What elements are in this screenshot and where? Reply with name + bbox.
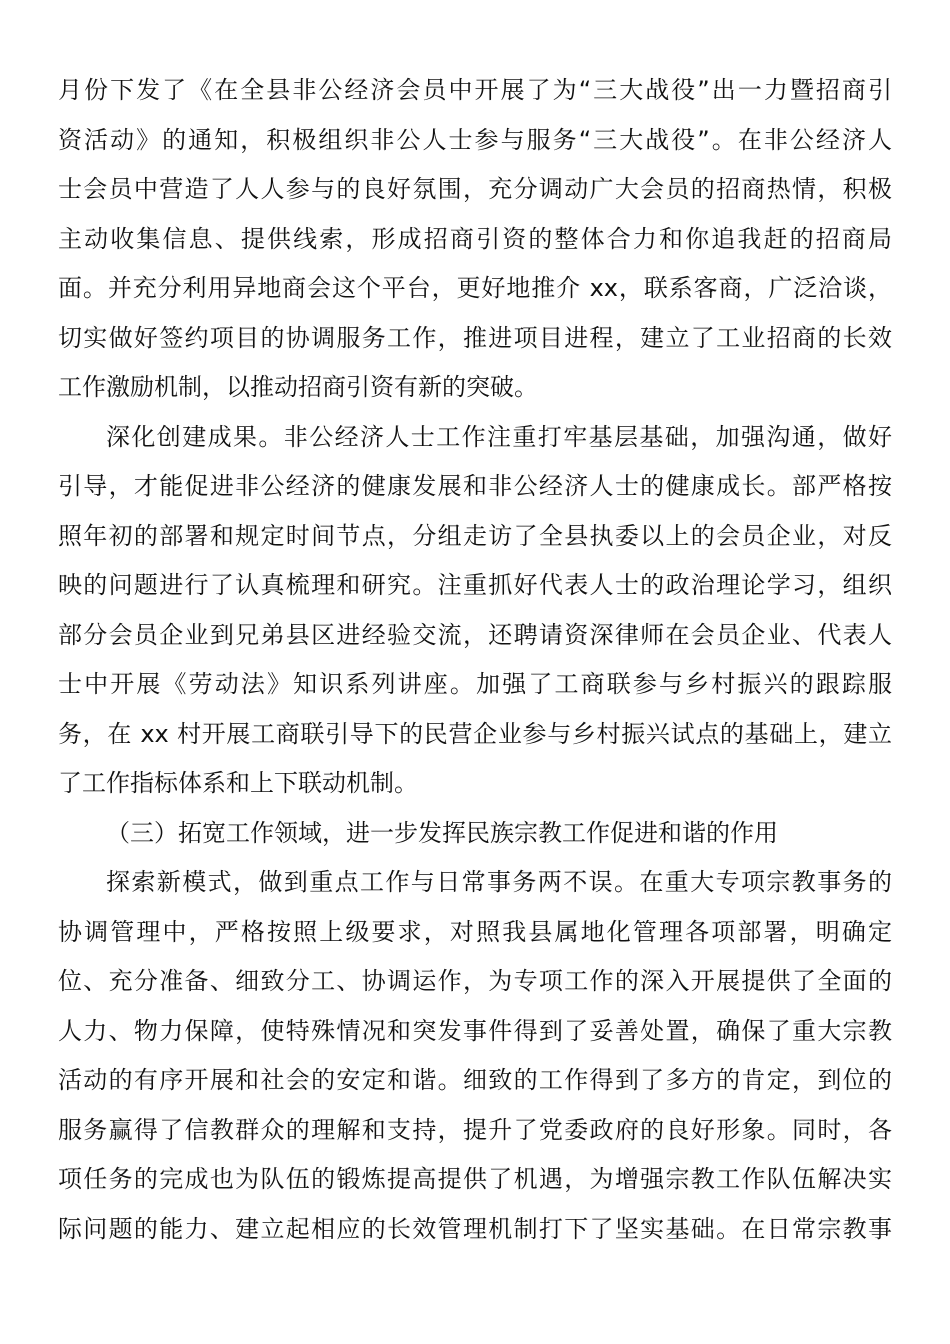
text-line: 士会员中营造了人人参与的良好氛围，充分调动广大会员的招商热情，积极 <box>58 175 892 203</box>
text-line: 月份下发了《在全县非公经济会员中开展了为“三大战役”出一力暨招商引 <box>58 76 892 104</box>
paragraph-deepen-results <box>58 413 892 809</box>
document-body <box>58 66 892 1254</box>
text-line: 了工作指标体系和上下联动机制。 <box>58 769 418 797</box>
section-heading-3 <box>58 809 892 859</box>
text-line: 位、充分准备、细致分工、协调运作，为专项工作的深入开展提供了全面的 <box>58 967 892 995</box>
text-line: 项任务的完成也为队伍的锻炼提高提供了机遇，为增强宗教工作队伍解决实 <box>58 1165 892 1193</box>
text-line: 资活动》的通知，积极组织非公人士参与服务“三大战役”。在非公经济人 <box>58 125 892 154</box>
paragraph-new-model <box>58 858 892 1254</box>
text-line: 服务赢得了信教群众的理解和支持，提升了党委政府的良好形象。同时，各 <box>58 1115 892 1144</box>
text-line: 探索新模式，做到重点工作与日常事务两不误。在重大专项宗教事务的 <box>106 868 892 896</box>
text-line: 切实做好签约项目的协调服务工作，推进项目进程，建立了工业招商的长效 <box>58 323 892 352</box>
text-line: 活动的有序开展和社会的安定和谐。细致的工作得到了多方的肯定，到位的 <box>58 1066 892 1094</box>
text-line: 部分会员企业到兄弟县区进经验交流，还聘请资深律师在会员企业、代表人 <box>58 620 892 649</box>
section-heading-text: （三）拓宽工作领域，进一步发挥民族宗教工作促进和谐的作用 <box>106 818 778 847</box>
text-line: 映的问题进行了认真梳理和研究。注重抓好代表人士的政治理论学习，组织 <box>58 571 892 599</box>
text-line: 照年初的部署和规定时间节点，分组走访了全县执委以上的会员企业，对反 <box>58 521 892 550</box>
text-line: 主动收集信息、提供线索，形成招商引资的整体合力和你追我赶的招商局 <box>58 224 892 253</box>
text-line: 协调管理中，严格按照上级要求，对照我县属地化管理各项部署，明确定 <box>58 917 892 946</box>
text-line: 际问题的能力、建立起相应的长效管理机制打下了坚实基础。在日常宗教事 <box>58 1214 892 1243</box>
text-line: 人力、物力保障，使特殊情况和突发事件得到了妥善处置，确保了重大宗教 <box>58 1016 892 1045</box>
text-line: 面。并充分利用异地商会这个平台，更好地推介 xx，联系客商，广泛洽谈， <box>58 274 892 302</box>
text-line: 士中开展《劳动法》知识系列讲座。加强了工商联参与乡村振兴的跟踪服 <box>58 670 892 698</box>
paragraph-investment <box>58 66 892 413</box>
text-line: 工作激励机制，以推动招商引资有新的突破。 <box>58 373 538 401</box>
text-line: 深化创建成果。非公经济人士工作注重打牢基层基础，加强沟通，做好 <box>106 422 892 451</box>
text-line: 务，在 xx 村开展工商联引导下的民营企业参与乡村振兴试点的基础上，建立 <box>58 719 892 748</box>
text-line: 引导，才能促进非公经济的健康发展和非公经济人士的健康成长。部严格按 <box>58 472 892 500</box>
